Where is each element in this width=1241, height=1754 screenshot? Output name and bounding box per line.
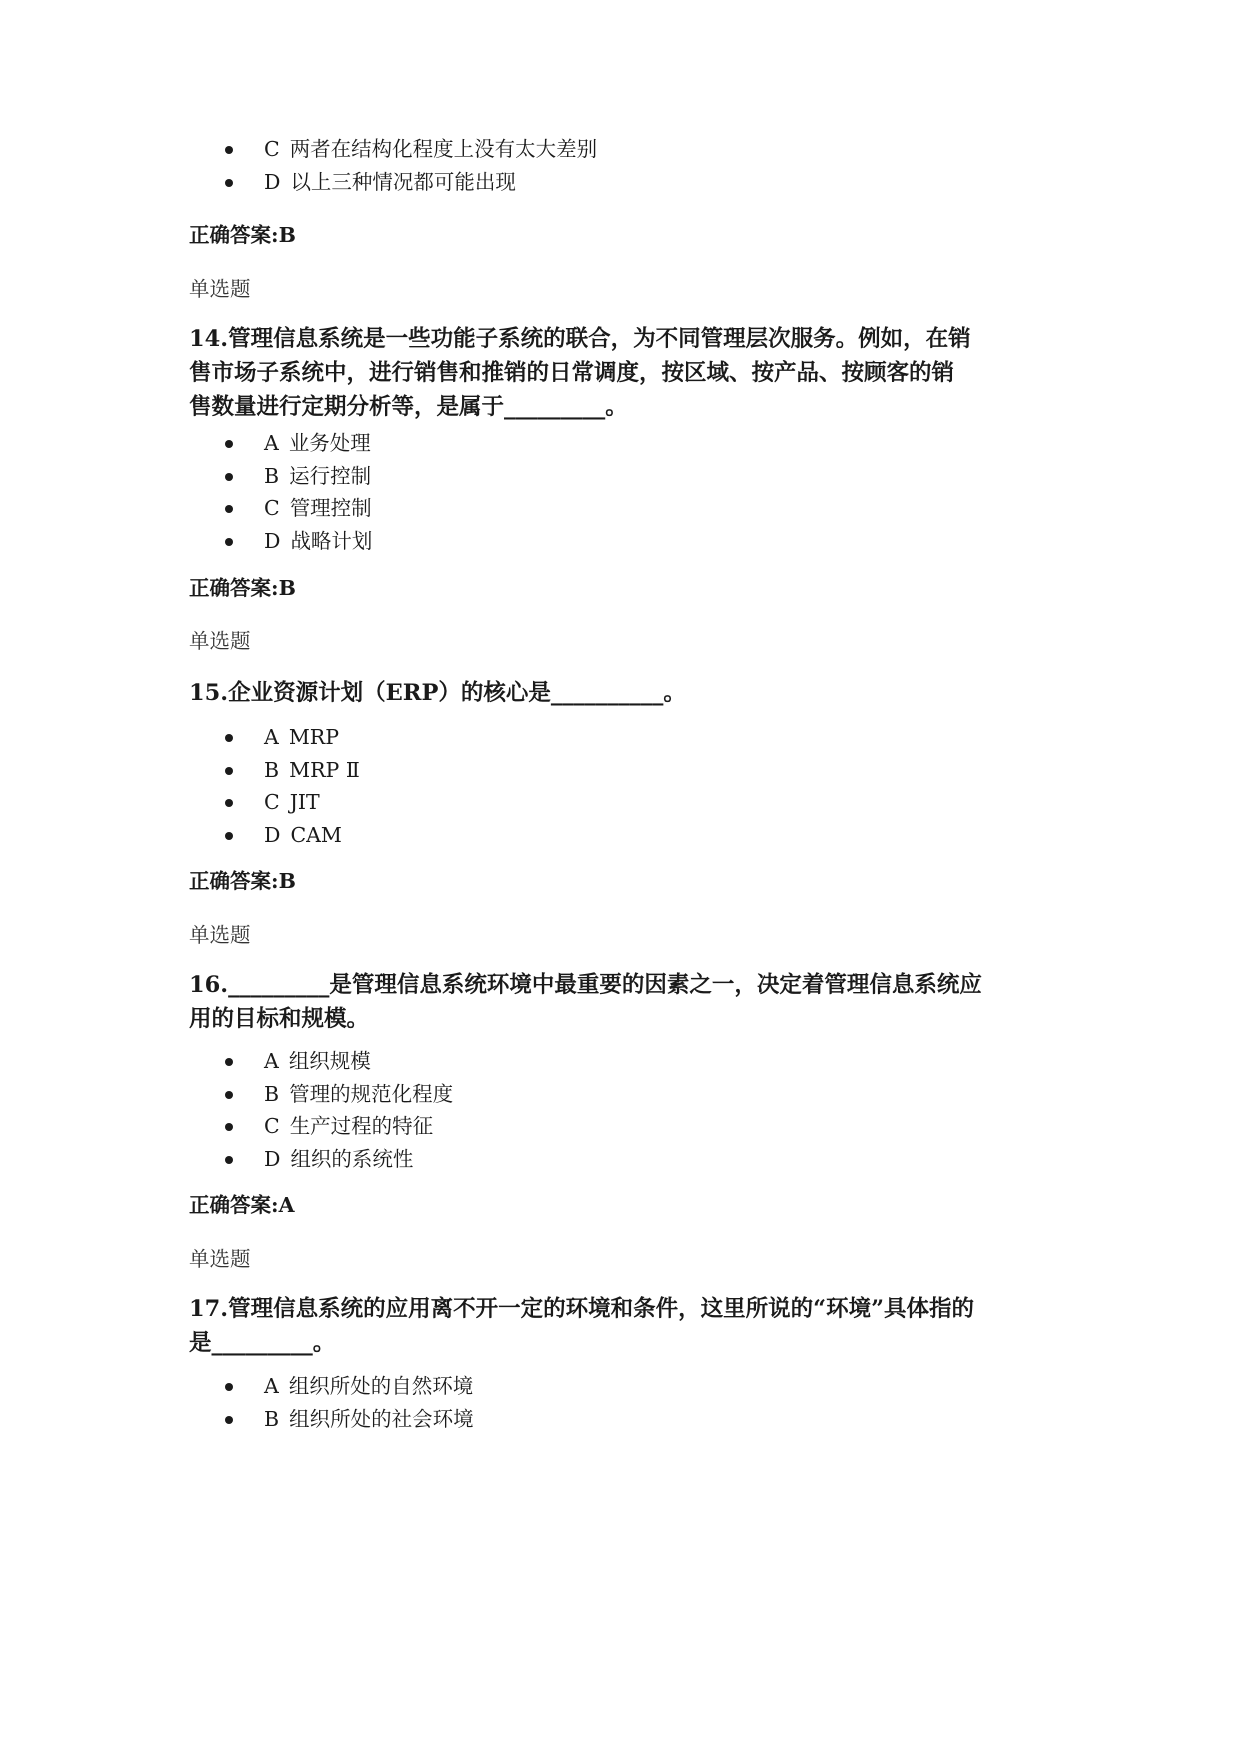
correct-answer: 正确答案:B [189, 223, 296, 247]
option-text: 组织的系统性 [290, 1146, 414, 1171]
option-item [189, 754, 1069, 787]
option-text: 运行控制 [289, 463, 372, 488]
bullet-icon [225, 1383, 233, 1391]
bullet-icon [225, 1123, 233, 1131]
question-line: 14.管理信息系统是一些功能子系统的联合，为不同管理层次服务。例如，在销 [189, 326, 971, 352]
option-letter: B [264, 1406, 280, 1431]
option-item [189, 1143, 1069, 1176]
question-line: 售数量进行定期分析等，是属于_________。 [189, 394, 628, 420]
option-item [189, 721, 1069, 754]
option-text: 两者在结构化程度上没有太大差别 [289, 137, 598, 161]
option-item [189, 492, 1069, 525]
bullet-icon [225, 1416, 233, 1424]
bullet-icon [225, 179, 233, 187]
bullet-icon [225, 1058, 233, 1066]
question-type-label: 单选题 [189, 923, 251, 947]
correct-answer: 正确答案:B [189, 576, 296, 600]
option-text: 业务处理 [288, 431, 371, 455]
question-line: 用的目标和规模。 [189, 1006, 370, 1032]
option-letter: B [264, 463, 280, 488]
bullet-icon [225, 1091, 233, 1099]
option-text: 管理控制 [289, 496, 372, 520]
option-letter: B [264, 1081, 280, 1106]
bullet-icon [225, 146, 233, 154]
option-item [189, 1045, 1069, 1078]
bullet-icon [225, 734, 233, 742]
question-text [189, 322, 1069, 424]
option-list [189, 1370, 1069, 1435]
option-text: 组织所处的自然环境 [288, 1374, 474, 1398]
question-line: 15.企业资源计划（ERP）的核心是__________。 [189, 680, 686, 706]
bullet-icon [225, 440, 233, 448]
option-list [189, 1045, 1069, 1175]
option-item [189, 427, 1069, 460]
option-text: CAM [290, 822, 342, 847]
option-list [189, 721, 1069, 851]
question-text [189, 1292, 1069, 1360]
question-line: 16._________是管理信息系统环境中最重要的因素之一，决定着管理信息系统应 [189, 972, 982, 998]
option-text: 组织规模 [288, 1049, 371, 1073]
option-letter: D [264, 822, 281, 847]
question-type-label: 单选题 [189, 277, 251, 301]
option-text: 生产过程的特征 [289, 1114, 434, 1138]
bullet-icon [225, 1156, 233, 1164]
bullet-icon [225, 505, 233, 513]
option-letter: A [264, 725, 279, 749]
question-line: 售市场子系统中，进行销售和推销的日常调度，按区域、按产品、按顾客的销 [189, 360, 955, 386]
bullet-icon [225, 799, 233, 807]
question-type-label: 单选题 [189, 1247, 251, 1271]
option-letter: D [264, 1146, 281, 1171]
option-list [189, 427, 1069, 557]
correct-answer: 正确答案:A [189, 1193, 295, 1217]
option-text: MRP Ⅱ [289, 757, 360, 782]
option-letter: C [264, 496, 280, 520]
option-item [189, 1078, 1069, 1111]
option-item [189, 786, 1069, 819]
option-letter: D [264, 169, 281, 194]
question-text [189, 676, 1069, 710]
bullet-icon [225, 538, 233, 546]
question-line: 是_________。 [189, 1330, 336, 1356]
option-letter: C [264, 1114, 280, 1138]
option-letter: A [264, 431, 279, 455]
option-text: 管理的规范化程度 [289, 1081, 454, 1106]
question-text [189, 968, 1069, 1036]
option-letter: B [264, 757, 280, 782]
bullet-icon [225, 832, 233, 840]
option-text: JIT [289, 790, 320, 814]
option-item [189, 525, 1069, 558]
option-text: MRP [288, 725, 340, 749]
option-item [189, 1110, 1069, 1143]
option-item [189, 460, 1069, 493]
option-item [189, 1403, 1069, 1436]
question-type-label: 单选题 [189, 629, 251, 653]
correct-answer: 正确答案:B [189, 869, 296, 893]
option-letter: A [264, 1374, 279, 1398]
option-item [189, 819, 1069, 852]
option-text: 组织所处的社会环境 [289, 1406, 474, 1431]
bullet-icon [225, 473, 233, 481]
option-text: 战略计划 [290, 528, 373, 553]
option-letter: A [264, 1049, 279, 1073]
option-item [189, 166, 1069, 199]
option-letter: D [264, 528, 281, 553]
option-item [189, 133, 1069, 166]
bullet-icon [225, 767, 233, 775]
option-text: 以上三种情况都可能出现 [290, 169, 516, 194]
question-line: 17.管理信息系统的应用离不开一定的环境和条件，这里所说的“环境”具体指的 [189, 1296, 975, 1322]
option-letter: C [264, 790, 280, 814]
option-letter: C [264, 137, 280, 161]
option-item [189, 1370, 1069, 1403]
option-list [189, 133, 1069, 198]
